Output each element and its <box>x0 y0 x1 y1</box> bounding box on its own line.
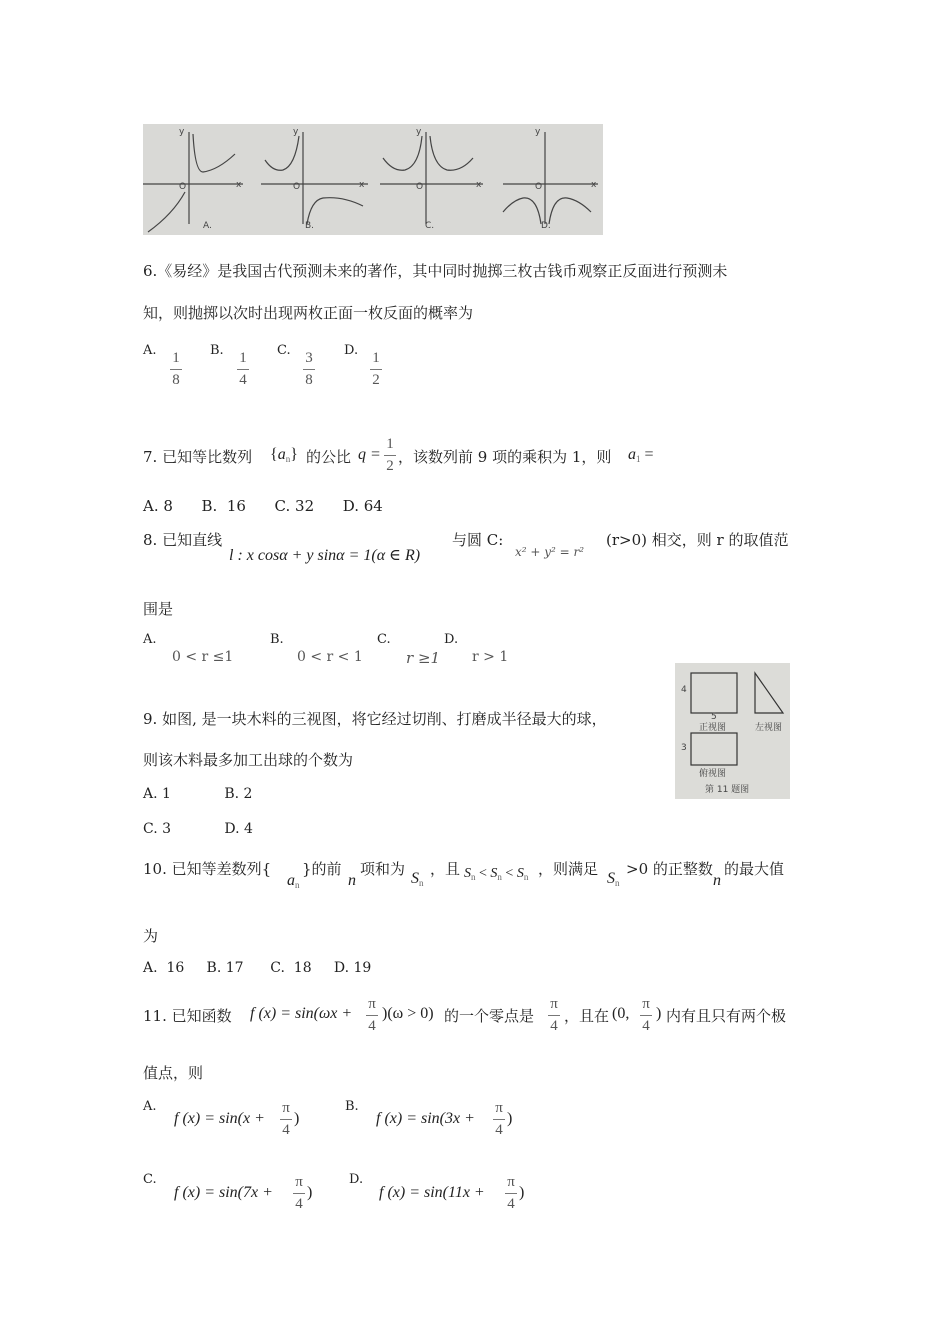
q11-option-b-tail: ) <box>507 1110 513 1127</box>
q10-inequality: $S_n < S_n < S_n$ <box>464 866 529 882</box>
q8-option-b-expr: 0 < r < 1 <box>297 649 363 665</box>
q7-text-c: ，该数列前 9 项的乘积为 1，则 <box>398 448 612 466</box>
q10-sn-symbol: $S_n$ <box>411 870 424 888</box>
q11-option-c-fraction <box>293 1174 305 1213</box>
q7-ratio-fraction <box>384 436 396 475</box>
q8-line-equation: l : x cosα + y sinα = 1(α ∈ R) <box>229 547 421 564</box>
front-view-width-dim: 5 <box>711 712 717 722</box>
q11-option-d-fraction <box>505 1174 517 1213</box>
q8-option-c-label: C. <box>377 632 391 647</box>
q11-option-a-pi: π <box>282 1100 290 1116</box>
q8-option-b-label: B. <box>270 632 284 647</box>
front-view-height-dim: 4 <box>681 685 687 695</box>
graph-c-label: C. <box>425 221 435 231</box>
q10-options: A. 16 B. 17 C. 18 D. 19 <box>143 960 372 976</box>
q11-text-c: ，且在 <box>564 1007 610 1025</box>
top-view-depth-dim: 3 <box>681 743 687 753</box>
function-graphs-figure <box>143 124 603 235</box>
q6-text-line1: 6.《易经》是我国古代预测未来的著作，其中同时抛掷三枚古钱币观察正反面进行预测未 <box>143 262 728 280</box>
q6-option-d-num: 1 <box>372 350 380 366</box>
q7-ratio-num: 1 <box>386 436 394 452</box>
q7-options: A. 8 B. 16 C. 32 D. 64 <box>143 497 383 515</box>
q11-option-d-pi: π <box>507 1174 515 1190</box>
q11-zero-pi: π <box>550 996 558 1012</box>
q11-function-tail: )(ω > 0) <box>382 1005 434 1022</box>
q11-option-c-tail: ) <box>307 1184 313 1201</box>
graph-c-y-label: y <box>416 127 422 137</box>
q10-n-symbol: n <box>348 872 356 889</box>
graph-c-origin-label: O <box>416 182 424 192</box>
q6-option-c-fraction <box>303 350 315 389</box>
q6-option-a-label: A. <box>143 343 157 358</box>
side-view-label: 左视图 <box>755 723 783 733</box>
q11-option-c-label: C. <box>143 1172 157 1187</box>
graph-b-origin-label: O <box>293 182 301 192</box>
q9-options-row1: A. 1 B. 2 <box>143 786 253 802</box>
q10-text-d: ，且 <box>430 860 461 878</box>
q6-option-b-label: B. <box>210 343 224 358</box>
q11-option-c-head: f (x) = sin(7x + <box>174 1184 273 1201</box>
q11-interval-four: 4 <box>642 1018 650 1034</box>
q11-func-four: 4 <box>368 1018 376 1034</box>
graph-d-x-label: x <box>591 180 597 190</box>
q9-options-row2: C. 3 D. 4 <box>143 821 253 837</box>
q8-text-c: (r>0) 相交，则 r 的取值范 <box>606 531 789 549</box>
q11-option-d-head: f (x) = sin(11x + <box>379 1184 485 1201</box>
q11-text-b: 的一个零点是 <box>444 1007 535 1025</box>
q7-q-symbol: q = <box>358 446 381 463</box>
graph-d-label: D. <box>541 221 551 231</box>
front-view-label: 正视图 <box>699 723 727 733</box>
q11-option-a-tail: ) <box>294 1110 300 1127</box>
top-view-label: 俯视图 <box>699 769 727 779</box>
q11-option-b-fraction <box>493 1100 505 1139</box>
q8-option-a-expr: 0 < r ≤1 <box>172 649 234 665</box>
q11-interval-head: (0, <box>612 1005 630 1022</box>
q11-text-line2: 值点，则 <box>143 1064 204 1082</box>
q11-option-c-four: 4 <box>295 1196 303 1212</box>
q8-circle-equation: x² + y² = r² <box>515 545 585 559</box>
q7-ratio-den: 2 <box>386 458 394 474</box>
graph-a-y-label: y <box>179 127 185 137</box>
q11-function-head: f (x) = sin(ωx + <box>250 1005 353 1022</box>
q7-a1-symbol: $a_1$ = <box>628 446 654 464</box>
q11-interval-pi-over-4 <box>640 996 652 1035</box>
q10-an-symbol: $a_n$ <box>287 872 300 890</box>
q11-zero-four: 4 <box>550 1018 558 1034</box>
q11-option-a-label: A. <box>143 1099 157 1114</box>
q11-option-a-fraction <box>280 1100 292 1139</box>
q11-func-pi-over-4 <box>366 996 378 1035</box>
q6-option-a-fraction <box>170 350 182 389</box>
graph-b-label: B. <box>305 221 315 231</box>
q6-option-d-label: D. <box>344 343 359 358</box>
q11-text-a: 11. 已知函数 <box>143 1007 232 1025</box>
graph-a-origin-label: O <box>179 182 187 192</box>
figure-caption: 第 11 题图 <box>705 785 750 795</box>
q6-option-b-den: 4 <box>239 372 247 388</box>
q10-text-f: >0 的正整数 <box>626 860 713 878</box>
q10-text-g: 的最大值 <box>724 860 785 878</box>
q8-text-a: 8. 已知直线 <box>143 531 223 549</box>
q8-text-line2: 围是 <box>143 600 174 618</box>
q6-option-a-num: 1 <box>172 350 180 366</box>
q11-option-b-head: f (x) = sin(3x + <box>376 1110 475 1127</box>
q6-option-d-den: 2 <box>372 372 380 388</box>
q7-sequence-symbol: $\{a_n\}$ <box>270 446 298 464</box>
q10-text-line2: 为 <box>143 927 159 945</box>
q7-text-a: 7. 已知等比数列 <box>143 448 253 466</box>
q11-option-a-head: f (x) = sin(x + <box>174 1110 265 1127</box>
q6-option-d-fraction <box>370 350 382 389</box>
q6-option-c-den: 8 <box>305 372 313 388</box>
q6-option-c-num: 3 <box>305 350 313 366</box>
q11-option-a-four: 4 <box>282 1122 290 1138</box>
graph-options-svg <box>143 124 603 235</box>
q8-option-a-label: A. <box>143 632 157 647</box>
q11-option-b-label: B. <box>345 1099 359 1114</box>
q11-option-b-four: 4 <box>495 1122 503 1138</box>
graph-d-y-label: y <box>535 127 541 137</box>
q10-text-e: ，则满足 <box>538 860 599 878</box>
q6-text-line2: 知，则抛掷以次时出现两枚正面一枚反面的概率为 <box>143 304 474 322</box>
q6-option-b-num: 1 <box>239 350 247 366</box>
q7-text-b: 的公比 <box>306 448 352 466</box>
graph-d-origin-label: O <box>535 182 543 192</box>
q10-n-result-symbol: n <box>713 872 721 889</box>
q9-text-line2: 则该木料最多加工出球的个数为 <box>143 751 354 769</box>
q6-option-a-den: 8 <box>172 372 180 388</box>
q6-option-c-label: C. <box>277 343 291 358</box>
q11-func-pi: π <box>368 996 376 1012</box>
graph-a-x-label: x <box>236 180 242 190</box>
q8-text-b: 与圆 C: <box>452 531 504 549</box>
q11-option-d-tail: ) <box>519 1184 525 1201</box>
q8-option-d-expr: r > 1 <box>472 649 509 665</box>
q10-text-a: 10. 已知等差数列{ <box>143 860 272 878</box>
q10-text-b: }的前 <box>302 860 342 878</box>
q11-option-b-pi: π <box>495 1100 503 1116</box>
q10-text-c: 项和为 <box>360 860 406 878</box>
graph-b-y-label: y <box>293 127 299 137</box>
q6-option-b-fraction <box>237 350 249 389</box>
q11-zero-pi-over-4 <box>548 996 560 1035</box>
graph-a-label: A. <box>203 221 212 231</box>
graph-b-x-label: x <box>359 180 365 190</box>
q11-option-c-pi: π <box>295 1174 303 1190</box>
q9-text-line1: 9. 如图, 是一块木料的三视图，将它经过切削、打磨成半径最大的球， <box>143 710 607 728</box>
three-view-figure <box>675 663 790 799</box>
graph-c-x-label: x <box>476 180 482 190</box>
q11-interval-tail: ) <box>656 1005 662 1022</box>
q11-option-d-four: 4 <box>507 1196 515 1212</box>
q8-option-d-label: D. <box>444 632 459 647</box>
q10-sn-condition-symbol: $S_n$ <box>607 870 620 888</box>
q11-option-d-label: D. <box>349 1172 364 1187</box>
q11-text-d: 内有且只有两个极 <box>666 1007 787 1025</box>
q8-option-c-expr: r ≥1 <box>406 649 441 667</box>
q11-interval-pi: π <box>642 996 650 1012</box>
